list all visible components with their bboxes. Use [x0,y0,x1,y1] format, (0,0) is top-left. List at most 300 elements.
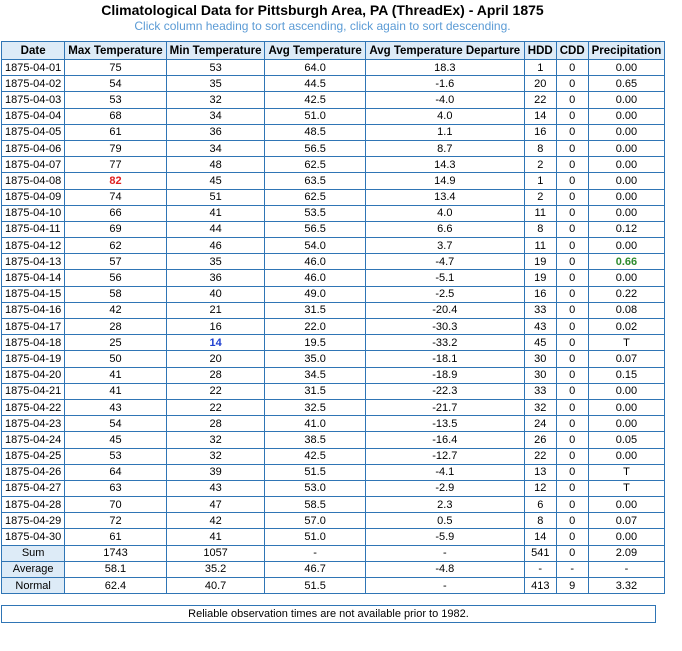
cell-avg-temperature-departure: -13.5 [365,416,524,432]
cell-min-temperature: 36 [166,270,265,286]
summary-row [2,561,665,577]
cell-date: 1875-04-14 [2,270,65,286]
climate-table [1,41,665,594]
table-row [2,367,665,383]
cell-precipitation: 0.07 [588,351,665,367]
cell-min-temperature: 35 [166,76,265,92]
cell-min-temperature: 42 [166,513,265,529]
cell-avg-temperature: 63.5 [265,173,365,189]
table-row [2,189,665,205]
table-row [2,124,665,140]
summary-avg-temperature: - [265,545,365,561]
summary-hdd: - [524,561,556,577]
cell-precipitation: T [588,335,665,351]
cell-avg-temperature-departure: 18.3 [365,60,524,76]
cell-avg-temperature-departure: -4.1 [365,464,524,480]
cell-min-temperature: 35 [166,254,265,270]
cell-max-temperature: 79 [65,140,166,156]
cell-avg-temperature: 48.5 [265,124,365,140]
cell-avg-temperature-departure: -20.4 [365,302,524,318]
cell-max-temperature: 75 [65,60,166,76]
table-row [2,173,665,189]
cell-max-temperature: 62 [65,238,166,254]
table-row [2,497,665,513]
cell-avg-temperature-departure: 4.0 [365,108,524,124]
cell-avg-temperature: 51.0 [265,529,365,545]
cell-avg-temperature: 46.0 [265,270,365,286]
cell-hdd: 19 [524,270,556,286]
cell-avg-temperature: 35.0 [265,351,365,367]
cell-date: 1875-04-21 [2,383,65,399]
cell-date: 1875-04-01 [2,60,65,76]
cell-cdd: 0 [556,254,588,270]
cell-max-temperature: 63 [65,480,166,496]
cell-avg-temperature: 42.5 [265,448,365,464]
cell-avg-temperature: 62.5 [265,189,365,205]
cell-max-temperature: 68 [65,108,166,124]
cell-avg-temperature: 46.0 [265,254,365,270]
header-row [2,42,665,60]
cell-hdd: 12 [524,480,556,496]
table-row [2,399,665,415]
cell-precipitation: 0.00 [588,497,665,513]
cell-hdd: 20 [524,76,556,92]
cell-cdd: 0 [556,189,588,205]
cell-date: 1875-04-04 [2,108,65,124]
summary-min-temperature: 40.7 [166,578,265,594]
cell-avg-temperature-departure: -22.3 [365,383,524,399]
cell-avg-temperature-departure: 14.9 [365,173,524,189]
summary-max-temperature: 62.4 [65,578,166,594]
cell-cdd: 0 [556,173,588,189]
cell-max-temperature: 53 [65,448,166,464]
table-row [2,480,665,496]
cell-avg-temperature: 53.5 [265,205,365,221]
cell-cdd: 0 [556,286,588,302]
summary-cdd: 0 [556,545,588,561]
cell-cdd: 0 [556,319,588,335]
cell-min-temperature: 14 [166,335,265,351]
cell-min-temperature: 34 [166,140,265,156]
summary-label: Average [2,561,65,577]
table-row [2,383,665,399]
cell-date: 1875-04-26 [2,464,65,480]
summary-precipitation: - [588,561,665,577]
column-header-avg-temperature-departure[interactable]: Avg Temperature Departure [365,42,524,60]
table-row [2,140,665,156]
cell-max-temperature: 41 [65,367,166,383]
cell-precipitation: 0.00 [588,60,665,76]
cell-avg-temperature-departure: -5.1 [365,270,524,286]
cell-hdd: 13 [524,464,556,480]
column-header-date[interactable]: Date [2,42,65,60]
cell-hdd: 33 [524,302,556,318]
cell-avg-temperature: 53.0 [265,480,365,496]
column-header-max-temperature[interactable]: Max Temperature [65,42,166,60]
cell-cdd: 0 [556,76,588,92]
cell-cdd: 0 [556,480,588,496]
cell-date: 1875-04-08 [2,173,65,189]
table-row [2,448,665,464]
cell-precipitation: T [588,464,665,480]
cell-min-temperature: 32 [166,432,265,448]
cell-precipitation: 0.00 [588,157,665,173]
cell-avg-temperature: 49.0 [265,286,365,302]
cell-cdd: 0 [556,124,588,140]
cell-cdd: 0 [556,464,588,480]
cell-avg-temperature-departure: -18.9 [365,367,524,383]
cell-date: 1875-04-25 [2,448,65,464]
table-row [2,464,665,480]
column-header-min-temperature[interactable]: Min Temperature [166,42,265,60]
cell-hdd: 8 [524,140,556,156]
cell-precipitation: 0.00 [588,173,665,189]
cell-precipitation: 0.66 [588,254,665,270]
cell-avg-temperature-departure: -1.6 [365,76,524,92]
cell-cdd: 0 [556,157,588,173]
cell-cdd: 0 [556,92,588,108]
summary-min-temperature: 35.2 [166,561,265,577]
cell-avg-temperature-departure: -21.7 [365,399,524,415]
cell-precipitation: 0.12 [588,221,665,237]
cell-max-temperature: 66 [65,205,166,221]
cell-date: 1875-04-18 [2,335,65,351]
cell-max-temperature: 25 [65,335,166,351]
cell-max-temperature: 54 [65,76,166,92]
cell-avg-temperature-departure: -33.2 [365,335,524,351]
table-row [2,335,665,351]
cell-avg-temperature-departure: -18.1 [365,351,524,367]
cell-avg-temperature-departure: -12.7 [365,448,524,464]
cell-hdd: 16 [524,124,556,140]
summary-hdd: 541 [524,545,556,561]
cell-min-temperature: 34 [166,108,265,124]
table-row [2,205,665,221]
cell-max-temperature: 74 [65,189,166,205]
cell-precipitation: 0.15 [588,367,665,383]
cell-cdd: 0 [556,335,588,351]
cell-min-temperature: 39 [166,464,265,480]
table-row [2,238,665,254]
cell-date: 1875-04-10 [2,205,65,221]
cell-avg-temperature-departure: 14.3 [365,157,524,173]
cell-hdd: 22 [524,448,556,464]
cell-min-temperature: 47 [166,497,265,513]
cell-date: 1875-04-03 [2,92,65,108]
cell-min-temperature: 43 [166,480,265,496]
cell-avg-temperature: 31.5 [265,302,365,318]
cell-precipitation: 0.00 [588,399,665,415]
cell-date: 1875-04-07 [2,157,65,173]
column-header-cdd[interactable]: CDD [556,42,588,60]
cell-min-temperature: 21 [166,302,265,318]
cell-date: 1875-04-22 [2,399,65,415]
summary-avg-temperature-departure: - [365,545,524,561]
cell-avg-temperature-departure: -4.0 [365,92,524,108]
cell-avg-temperature-departure: -2.5 [365,286,524,302]
cell-min-temperature: 36 [166,124,265,140]
cell-cdd: 0 [556,205,588,221]
cell-hdd: 11 [524,238,556,254]
cell-precipitation: 0.00 [588,92,665,108]
cell-cdd: 0 [556,497,588,513]
cell-cdd: 0 [556,367,588,383]
observation-note: Reliable observation times are not available prior to 1982. [1,605,656,623]
cell-max-temperature: 43 [65,399,166,415]
cell-hdd: 43 [524,319,556,335]
cell-cdd: 0 [556,383,588,399]
cell-min-temperature: 32 [166,448,265,464]
summary-precipitation: 3.32 [588,578,665,594]
cell-cdd: 0 [556,416,588,432]
page-title: Climatological Data for Pittsburgh Area, PA (ThreadEx) - April 1875 [101,2,544,18]
cell-precipitation: 0.00 [588,124,665,140]
summary-row [2,545,665,561]
cell-hdd: 45 [524,335,556,351]
table-row [2,513,665,529]
cell-max-temperature: 82 [65,173,166,189]
cell-cdd: 0 [556,432,588,448]
cell-avg-temperature-departure: 1.1 [365,124,524,140]
cell-max-temperature: 41 [65,383,166,399]
table-row [2,157,665,173]
table-row [2,221,665,237]
cell-avg-temperature: 34.5 [265,367,365,383]
cell-cdd: 0 [556,529,588,545]
cell-hdd: 14 [524,529,556,545]
cell-avg-temperature-departure: 4.0 [365,205,524,221]
cell-precipitation: 0.00 [588,189,665,205]
cell-max-temperature: 77 [65,157,166,173]
cell-precipitation: 0.00 [588,448,665,464]
table-row [2,529,665,545]
cell-date: 1875-04-06 [2,140,65,156]
table-row [2,254,665,270]
cell-avg-temperature-departure: 0.5 [365,513,524,529]
cell-avg-temperature-departure: -30.3 [365,319,524,335]
table-row [2,302,665,318]
cell-hdd: 30 [524,367,556,383]
cell-avg-temperature: 64.0 [265,60,365,76]
cell-cdd: 0 [556,399,588,415]
table-row [2,351,665,367]
cell-hdd: 19 [524,254,556,270]
cell-max-temperature: 58 [65,286,166,302]
cell-avg-temperature: 62.5 [265,157,365,173]
cell-hdd: 33 [524,383,556,399]
summary-max-temperature: 58.1 [65,561,166,577]
cell-min-temperature: 32 [166,92,265,108]
cell-cdd: 0 [556,351,588,367]
cell-avg-temperature: 57.0 [265,513,365,529]
cell-min-temperature: 41 [166,529,265,545]
cell-max-temperature: 57 [65,254,166,270]
cell-min-temperature: 51 [166,189,265,205]
cell-precipitation: 0.22 [588,286,665,302]
cell-precipitation: 0.00 [588,416,665,432]
cell-date: 1875-04-11 [2,221,65,237]
cell-max-temperature: 54 [65,416,166,432]
cell-precipitation: 0.05 [588,432,665,448]
cell-avg-temperature-departure: 6.6 [365,221,524,237]
cell-avg-temperature: 56.5 [265,140,365,156]
table-row [2,286,665,302]
cell-hdd: 30 [524,351,556,367]
cell-min-temperature: 48 [166,157,265,173]
table-row [2,108,665,124]
cell-hdd: 11 [524,205,556,221]
cell-hdd: 8 [524,513,556,529]
cell-hdd: 16 [524,286,556,302]
cell-min-temperature: 16 [166,319,265,335]
cell-min-temperature: 22 [166,399,265,415]
cell-avg-temperature: 31.5 [265,383,365,399]
cell-avg-temperature-departure: -5.9 [365,529,524,545]
cell-avg-temperature-departure: -4.7 [365,254,524,270]
summary-min-temperature: 1057 [166,545,265,561]
cell-min-temperature: 53 [166,60,265,76]
cell-precipitation: 0.00 [588,108,665,124]
table-row [2,416,665,432]
summary-avg-temperature-departure: -4.8 [365,561,524,577]
column-header-avg-temperature[interactable]: Avg Temperature [265,42,365,60]
cell-avg-temperature: 41.0 [265,416,365,432]
cell-max-temperature: 50 [65,351,166,367]
cell-avg-temperature-departure: 8.7 [365,140,524,156]
cell-precipitation: 0.00 [588,529,665,545]
column-header-hdd[interactable]: HDD [524,42,556,60]
cell-avg-temperature: 42.5 [265,92,365,108]
cell-date: 1875-04-19 [2,351,65,367]
summary-precipitation: 2.09 [588,545,665,561]
cell-avg-temperature: 38.5 [265,432,365,448]
summary-avg-temperature-departure: - [365,578,524,594]
cell-hdd: 2 [524,157,556,173]
cell-max-temperature: 64 [65,464,166,480]
cell-avg-temperature: 19.5 [265,335,365,351]
cell-date: 1875-04-24 [2,432,65,448]
cell-hdd: 1 [524,60,556,76]
cell-precipitation: 0.02 [588,319,665,335]
cell-min-temperature: 28 [166,416,265,432]
cell-date: 1875-04-17 [2,319,65,335]
cell-precipitation: 0.00 [588,270,665,286]
cell-precipitation: 0.65 [588,76,665,92]
cell-avg-temperature: 58.5 [265,497,365,513]
summary-cdd: - [556,561,588,577]
cell-min-temperature: 46 [166,238,265,254]
cell-min-temperature: 20 [166,351,265,367]
sort-hint: Click column heading to sort ascending, click again to sort descending. [134,19,511,33]
cell-cdd: 0 [556,140,588,156]
cell-precipitation: 0.00 [588,238,665,254]
summary-label: Sum [2,545,65,561]
cell-hdd: 22 [524,92,556,108]
cell-precipitation: 0.07 [588,513,665,529]
cell-cdd: 0 [556,270,588,286]
cell-avg-temperature: 51.5 [265,464,365,480]
table-row [2,270,665,286]
cell-date: 1875-04-27 [2,480,65,496]
cell-cdd: 0 [556,60,588,76]
cell-precipitation: 0.00 [588,140,665,156]
cell-date: 1875-04-28 [2,497,65,513]
cell-cdd: 0 [556,221,588,237]
cell-date: 1875-04-05 [2,124,65,140]
cell-date: 1875-04-15 [2,286,65,302]
cell-avg-temperature: 56.5 [265,221,365,237]
cell-max-temperature: 69 [65,221,166,237]
cell-avg-temperature: 54.0 [265,238,365,254]
cell-hdd: 8 [524,221,556,237]
cell-hdd: 32 [524,399,556,415]
cell-avg-temperature-departure: 2.3 [365,497,524,513]
cell-date: 1875-04-09 [2,189,65,205]
cell-cdd: 0 [556,513,588,529]
summary-avg-temperature: 51.5 [265,578,365,594]
cell-max-temperature: 56 [65,270,166,286]
cell-avg-temperature: 44.5 [265,76,365,92]
table-row [2,319,665,335]
cell-precipitation: T [588,480,665,496]
cell-date: 1875-04-23 [2,416,65,432]
table-row [2,432,665,448]
cell-hdd: 14 [524,108,556,124]
cell-avg-temperature-departure: -2.9 [365,480,524,496]
cell-hdd: 2 [524,189,556,205]
cell-hdd: 24 [524,416,556,432]
cell-hdd: 6 [524,497,556,513]
column-header-precipitation[interactable]: Precipitation [588,42,665,60]
cell-max-temperature: 42 [65,302,166,318]
cell-max-temperature: 53 [65,92,166,108]
cell-hdd: 1 [524,173,556,189]
cell-min-temperature: 41 [166,205,265,221]
summary-cdd: 9 [556,578,588,594]
cell-avg-temperature: 22.0 [265,319,365,335]
cell-cdd: 0 [556,302,588,318]
summary-row [2,578,665,594]
summary-label: Normal [2,578,65,594]
cell-avg-temperature-departure: 3.7 [365,238,524,254]
cell-min-temperature: 22 [166,383,265,399]
cell-date: 1875-04-16 [2,302,65,318]
cell-max-temperature: 28 [65,319,166,335]
cell-cdd: 0 [556,448,588,464]
table-row [2,92,665,108]
summary-hdd: 413 [524,578,556,594]
cell-min-temperature: 44 [166,221,265,237]
cell-avg-temperature: 32.5 [265,399,365,415]
cell-avg-temperature-departure: -16.4 [365,432,524,448]
cell-max-temperature: 61 [65,124,166,140]
cell-min-temperature: 40 [166,286,265,302]
table-row [2,60,665,76]
cell-avg-temperature-departure: 13.4 [365,189,524,205]
cell-date: 1875-04-02 [2,76,65,92]
cell-date: 1875-04-13 [2,254,65,270]
cell-max-temperature: 61 [65,529,166,545]
summary-avg-temperature: 46.7 [265,561,365,577]
cell-date: 1875-04-20 [2,367,65,383]
cell-date: 1875-04-29 [2,513,65,529]
summary-max-temperature: 1743 [65,545,166,561]
cell-cdd: 0 [556,238,588,254]
cell-precipitation: 0.00 [588,205,665,221]
cell-date: 1875-04-30 [2,529,65,545]
cell-max-temperature: 72 [65,513,166,529]
cell-avg-temperature: 51.0 [265,108,365,124]
